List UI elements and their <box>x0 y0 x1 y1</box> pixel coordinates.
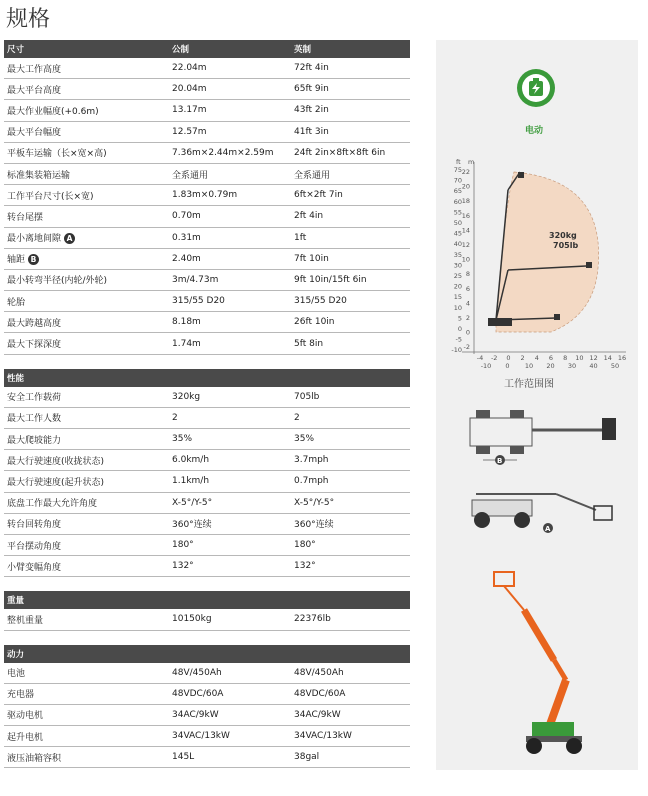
axis-tick-label: 4 <box>465 299 470 308</box>
spec-row <box>4 79 410 100</box>
spec-name-text: 最大作业幅度(+0.6m) <box>7 106 99 117</box>
axis-tick-label: 8 <box>465 270 470 279</box>
spec-name <box>4 83 172 96</box>
spec-name-text: 最大工作高度 <box>7 64 62 75</box>
metric-value: 8.18m <box>172 317 201 328</box>
axis-tick-label: 10 <box>524 362 534 370</box>
section-header <box>4 591 410 609</box>
imperial-value: 34VAC/13kW <box>294 731 352 742</box>
imperial-value: 38gal <box>294 752 320 763</box>
spec-name <box>4 104 172 117</box>
axis-tick-label: 65 <box>453 187 462 196</box>
section-performance <box>4 369 410 578</box>
axis-tick-label: 15 <box>453 293 462 302</box>
spec-name <box>4 475 172 488</box>
header-imperial: 英制 <box>294 45 312 55</box>
axis-tick-label: 10 <box>453 303 462 312</box>
page-title: 规格 <box>6 7 51 32</box>
imperial-value: 全系通用 <box>294 170 331 181</box>
spec-row <box>4 408 410 429</box>
spec-name-text: 工作平台尺寸(长×宽) <box>7 191 94 202</box>
metric-value: 1.1km/h <box>172 476 210 487</box>
spec-row <box>4 333 410 354</box>
axis-tick-label: 35 <box>453 250 462 259</box>
spec-name <box>4 210 172 223</box>
dimension-badge: A <box>64 233 75 244</box>
spec-row <box>4 312 410 333</box>
metric-value: 315/55 D20 <box>172 296 225 307</box>
spec-name <box>4 252 172 265</box>
axis-tick-label: 18 <box>461 197 470 206</box>
metric-value: 2.40m <box>172 253 201 264</box>
spec-row <box>4 228 410 249</box>
spec-row <box>4 514 410 535</box>
spec-row <box>4 58 410 79</box>
spec-row <box>4 185 410 206</box>
imperial-value: 2 <box>294 412 300 423</box>
axis-tick-label: 22 <box>461 168 470 176</box>
metric-value: 0.70m <box>172 211 201 222</box>
imperial-value: 43ft 2in <box>294 105 329 116</box>
axis-tick-label: 70 <box>453 176 462 185</box>
spec-name <box>4 433 172 446</box>
machine-illustration <box>436 560 638 760</box>
axis-tick-label: 2 <box>465 314 470 322</box>
header-name: 动力 <box>7 649 25 660</box>
metric-value: 2 <box>172 412 178 423</box>
electric-label: 电动 <box>525 126 544 136</box>
spec-name-text: 最大平台高度 <box>7 85 62 96</box>
spec-name <box>4 273 172 286</box>
dimension-a-badge: A <box>545 525 551 533</box>
axis-tick-label: 30 <box>567 362 577 370</box>
spec-row <box>4 164 410 185</box>
ft-unit-label: ft <box>456 158 461 166</box>
imperial-value: 5ft 8in <box>294 338 324 349</box>
metric-value: 7.36m×2.44m×2.59m <box>172 147 274 158</box>
axis-tick-label: 16 <box>461 211 470 220</box>
spec-name-text: 最大跨越高度 <box>7 318 62 329</box>
spec-name-text: 底盘工作最大允许角度 <box>7 499 98 510</box>
axis-tick-label: -10 <box>480 362 492 370</box>
axis-tick-label: 5 <box>457 314 462 323</box>
metric-value: 12.57m <box>172 126 207 137</box>
imperial-value: 1ft <box>294 232 307 243</box>
spec-name-text: 整机重量 <box>7 615 44 626</box>
metric-value: 20.04m <box>172 84 207 95</box>
metric-value: 3m/4.73m <box>172 274 219 285</box>
spec-name-text: 最大下探深度 <box>7 340 62 351</box>
spec-name-text: 液压油箱容积 <box>7 753 62 764</box>
spec-name-text: 转台回转角度 <box>7 520 62 531</box>
working-range-diagram <box>436 150 638 390</box>
spec-name <box>4 730 172 743</box>
spec-row <box>4 747 410 768</box>
spec-row <box>4 429 410 450</box>
spec-name <box>4 295 172 308</box>
section-header <box>4 645 410 663</box>
working-envelope <box>496 172 599 332</box>
axis-tick-label: 25 <box>453 272 462 280</box>
section-header <box>4 369 410 387</box>
imperial-value: X-5°/Y-5° <box>294 497 335 508</box>
imperial-value: 180° <box>294 540 316 551</box>
section-power <box>4 645 410 769</box>
spec-row <box>4 609 410 630</box>
spec-row <box>4 535 410 556</box>
metric-value: 34AC/9kW <box>172 709 219 720</box>
axis-tick-label: 50 <box>453 219 462 227</box>
load-imperial-label: 705lb <box>553 241 579 250</box>
spec-name-text: 平台摆动角度 <box>7 541 62 552</box>
spec-name <box>4 337 172 350</box>
spec-name-text: 最大行驶速度(收拢状态) <box>7 456 105 467</box>
spec-row <box>4 726 410 747</box>
electric-icon <box>516 68 556 108</box>
spec-name-text: 平板车运输（长×宽×高) <box>7 149 107 160</box>
spec-name-text: 最大爬坡能力 <box>7 435 62 446</box>
dimension-b-badge: B <box>497 457 503 465</box>
metric-value: 6.0km/h <box>172 455 210 466</box>
axis-tick-label: 14 <box>461 226 470 235</box>
spec-name-text: 最大行驶速度(起升状态) <box>7 477 105 488</box>
spec-name-text: 最小离地间隙 <box>7 234 62 245</box>
imperial-value: 22376lb <box>294 614 331 625</box>
spec-name-text: 转台尾摆 <box>7 212 44 223</box>
spec-name-text: 标准集装箱运输 <box>7 170 71 181</box>
metric-value: 320kg <box>172 391 201 402</box>
spec-name-text: 起升电机 <box>7 732 44 743</box>
axis-tick-label: 20 <box>453 282 462 291</box>
spec-name <box>4 687 172 700</box>
section-header <box>4 40 410 58</box>
imperial-value: 34AC/9kW <box>294 709 341 720</box>
axis-tick-label: 6 <box>465 284 470 293</box>
header-name: 重量 <box>7 596 25 607</box>
imperial-value: 48VDC/60A <box>294 688 346 699</box>
axis-tick-label: 0 <box>457 325 462 333</box>
spec-name <box>4 496 172 509</box>
spec-row <box>4 493 410 514</box>
spec-row <box>4 450 410 471</box>
metric-value: X-5°/Y-5° <box>172 497 213 508</box>
axis-tick-label: 40 <box>589 362 598 370</box>
spec-name <box>4 390 172 403</box>
axis-tick-label: 20 <box>461 182 470 191</box>
metric-value: 1.83m×0.79m <box>172 190 238 201</box>
metric-value: 48VDC/60A <box>172 688 224 699</box>
spec-row <box>4 270 410 291</box>
axis-tick-label: 60 <box>453 197 462 206</box>
imperial-value: 35% <box>294 434 315 445</box>
metric-value: 34VAC/13kW <box>172 731 230 742</box>
spec-name-text: 小臂变幅角度 <box>7 562 62 573</box>
header-metric: 公制 <box>172 45 190 55</box>
metric-value: 48V/450Ah <box>172 667 222 678</box>
spec-row <box>4 291 410 312</box>
spec-name <box>4 125 172 138</box>
header-name: 尺寸 <box>7 45 25 55</box>
axis-tick-label: -2 <box>490 354 498 362</box>
imperial-value: 2ft 4in <box>294 211 324 222</box>
axis-tick-label: 2 <box>520 354 525 362</box>
imperial-value: 315/55 D20 <box>294 296 347 307</box>
spec-name <box>4 189 172 202</box>
metric-value: 22.04m <box>172 63 207 74</box>
spec-name <box>4 539 172 552</box>
imperial-value: 7ft 10in <box>294 253 329 264</box>
spec-name <box>4 517 172 530</box>
spec-row <box>4 387 410 408</box>
axis-tick-label: -4 <box>476 354 484 362</box>
imperial-value: 6ft×2ft 7in <box>294 190 343 201</box>
metric-value: 180° <box>172 540 194 551</box>
imperial-value: 705lb <box>294 391 320 402</box>
spec-name <box>4 666 172 679</box>
load-metric-label: 320kg <box>549 231 577 240</box>
metric-value: 13.17m <box>172 105 207 116</box>
axis-tick-label: 0 <box>506 354 511 362</box>
spec-name <box>4 751 172 764</box>
axis-tick-label: 50 <box>610 362 620 370</box>
spec-row <box>4 122 410 143</box>
metric-value: 145L <box>172 752 195 763</box>
spec-name-text: 最大平台幅度 <box>7 128 62 139</box>
axis-tick-label: 55 <box>453 208 462 217</box>
spec-row <box>4 206 410 227</box>
axis-tick-label: 6 <box>548 354 554 362</box>
axis-tick-label: 30 <box>453 261 462 270</box>
side-view-drawing <box>436 480 638 540</box>
spec-name <box>4 454 172 467</box>
imperial-value: 9ft 10in/15ft 6in <box>294 274 367 285</box>
spec-name <box>4 708 172 721</box>
header-name: 性能 <box>7 373 25 384</box>
spec-name-text: 轮胎 <box>7 297 26 308</box>
spec-name-text: 最大工作人数 <box>7 414 62 425</box>
spec-name <box>4 231 172 244</box>
spec-name-text: 安全工作载荷 <box>7 393 62 404</box>
side-panel <box>436 40 638 770</box>
imperial-value: 0.7mph <box>294 476 329 487</box>
axis-tick-label: 75 <box>453 166 462 174</box>
imperial-value: 132° <box>294 561 316 572</box>
axis-tick-label: 45 <box>453 229 462 238</box>
metric-value: 10150kg <box>172 614 212 625</box>
spec-name-text: 驱动电机 <box>7 711 44 722</box>
top-view-drawing <box>436 400 638 470</box>
spec-row <box>4 684 410 705</box>
axis-tick-label: 0 <box>465 328 470 337</box>
imperial-value: 41ft 3in <box>294 126 329 137</box>
axis-tick-label: 20 <box>546 362 555 370</box>
imperial-value: 65ft 9in <box>294 84 329 95</box>
axis-tick-label: -5 <box>455 335 462 344</box>
axis-tick-label: 10 <box>461 255 470 264</box>
metric-value: 1.74m <box>172 338 201 349</box>
section-weight <box>4 591 410 630</box>
spec-name-text: 轴距 <box>7 255 26 266</box>
spec-name <box>4 613 172 626</box>
working-range-title: 工作范围图 <box>504 379 554 390</box>
spec-row <box>4 663 410 684</box>
axis-tick-label: 14 <box>603 354 612 362</box>
spec-row <box>4 143 410 164</box>
spec-name <box>4 146 172 159</box>
spec-row <box>4 556 410 577</box>
axis-tick-label: 10 <box>575 354 584 362</box>
axis-tick-label: 0 <box>505 362 510 370</box>
axis-tick-label: 4 <box>534 354 539 362</box>
spec-row <box>4 100 410 121</box>
spec-row <box>4 705 410 726</box>
metric-value: 360°连续 <box>172 520 212 531</box>
imperial-value: 26ft 10in <box>294 317 335 328</box>
imperial-value: 24ft 2in×8ft×8ft 6in <box>294 147 386 158</box>
spec-name <box>4 411 172 424</box>
spec-name-text: 电池 <box>7 669 26 680</box>
imperial-value: 3.7mph <box>294 455 329 466</box>
axis-tick-label: 12 <box>589 354 598 362</box>
imperial-value: 48V/450Ah <box>294 667 344 678</box>
spec-row <box>4 249 410 270</box>
imperial-value: 72ft 4in <box>294 63 329 74</box>
metric-value: 35% <box>172 434 193 445</box>
imperial-value: 360°连续 <box>294 520 334 531</box>
spec-name-text: 最小转弯半径(内轮/外轮) <box>7 276 108 287</box>
axis-tick-label: 12 <box>461 241 470 249</box>
spec-name-text: 充电器 <box>7 690 35 701</box>
spec-name <box>4 316 172 329</box>
spec-row <box>4 471 410 492</box>
spec-table <box>4 40 410 782</box>
spec-name <box>4 62 172 75</box>
axis-tick-label: 8 <box>563 354 568 362</box>
section-dimensions <box>4 40 410 355</box>
axis-tick-label: 16 <box>617 354 627 362</box>
axis-tick-label: 40 <box>453 240 462 249</box>
metric-value: 全系通用 <box>172 170 209 181</box>
metric-value: 132° <box>172 561 194 572</box>
axis-tick-label: -2 <box>463 343 470 352</box>
axis-tick-label: -10 <box>451 346 462 355</box>
spec-name <box>4 560 172 573</box>
spec-name <box>4 168 172 181</box>
m-unit-label: m <box>468 158 475 166</box>
metric-value: 0.31m <box>172 232 201 243</box>
dimension-badge: B <box>28 254 39 265</box>
